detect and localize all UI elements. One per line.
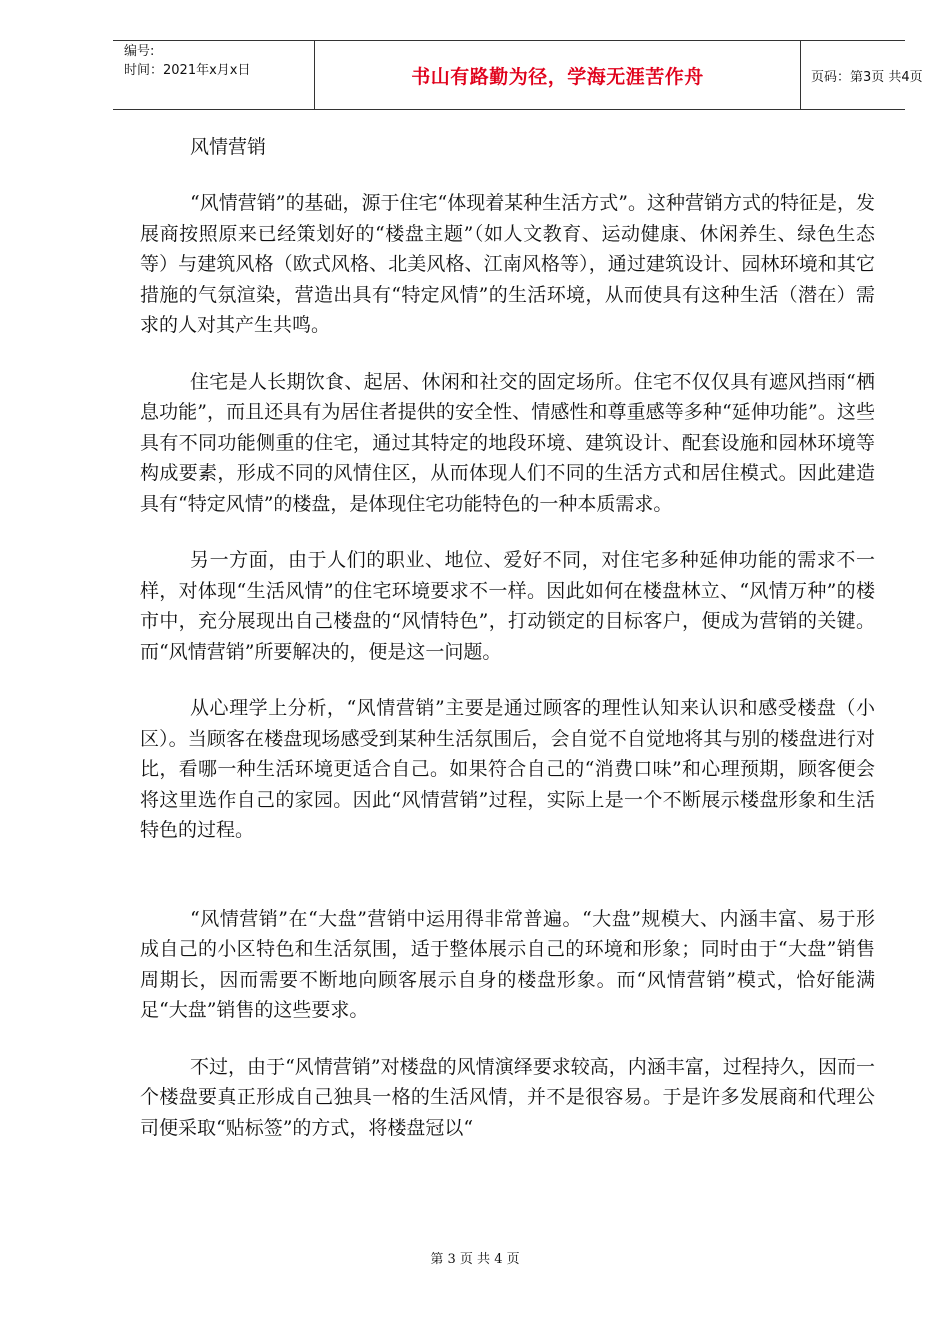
- header-meta-cell: [113, 41, 315, 109]
- page-footer: 第 3 页 共 4 页: [430, 1252, 520, 1267]
- header-page-cell: [801, 41, 923, 109]
- body-paragraph: 从心理学上分析，“风情营销”主要是通过顾客的理性认知来认识和感受楼盘（小区）。当顾客在楼盘现场感受到某种生活氛围后，会自觉不自觉地将其与别的楼盘进行对比，看哪一种生活环境更适合自己。如果符合自己的“消费口味”和心理预期，顾客便会将这里选作自己的家园。因此“风情营销”过程，实际上是一个不断展示楼盘形象和生活特色的过程。: [140, 697, 875, 841]
- section-title: 风情营销: [190, 136, 267, 158]
- header-page-info: 页码：第3页 共4页: [811, 69, 923, 85]
- document-number-label: 编号:: [124, 44, 155, 59]
- body-paragraph: “风情营销”的基础，源于住宅“体现着某种生活方式”。这种营销方式的特征是，发展商按照原来已经策划好的“楼盘主题”（如人文教育、运动健康、休闲养生、绿色生态等）与建筑风格（欧式风格、北美风格、江南风格等），通过建筑设计、园林环境和其它措施的气氛渲染，营造出具有“特定风情”的生活环境，从而使具有这种生活（潜在）需求的人对其产生共鸣。: [140, 192, 875, 336]
- document-header: [113, 40, 923, 110]
- body-paragraph: 住宅是人长期饮食、起居、休闲和社交的固定场所。住宅不仅仅具有遮风挡雨“栖息功能”，而且还具有为居住者提供的安全性、情感性和尊重感等多种“延伸功能”。这些具有不同功能侧重的住宅，通过其特定的地段环境、建筑设计、配套设施和园林环境等构成要素，形成不同的风情住区，从而体现人们不同的生活方式和居住模式。因此建造具有“特定风情”的楼盘，是体现住宅功能特色的一种本质需求。: [140, 370, 875, 515]
- body-paragraph: 另一方面，由于人们的职业、地位、爱好不同，对住宅多种延伸功能的需求不一样，对体现“生活风情”的住宅环境要求不一样。因此如何在楼盘林立、“风情万种”的楼市中，充分展现出自己楼盘的“风情特色”，打动锁定的目标客户，便成为营销的关键。而“风情营销”所要解决的，便是这一问题。: [140, 549, 875, 663]
- header-motto: 书山有路勤为径，学海无涯苦作舟: [411, 65, 704, 88]
- body-paragraph: “风情营销”在“大盘”营销中运用得非常普遍。“大盘”规模大、内涵丰富、易于形成自己的小区特色和生活氛围，适于整体展示自己的环境和形象；同时由于“大盘”销售周期长，因而需要不断地向顾客展示自身的楼盘形象。而“风情营销”模式，恰好能满足“大盘”销售的这些要求。: [140, 907, 875, 1021]
- document-time-label: 时间：2021年x月x日: [124, 63, 251, 78]
- header-motto-cell: [315, 41, 801, 109]
- body-paragraph: 不过，由于“风情营销”对楼盘的风情演绎要求较高，内涵丰富，过程持久，因而一个楼盘要真正形成自己独具一格的生活风情，并不是很容易。于是许多发展商和代理公司便采取“贴标签”的方式，将楼盘冠以“: [140, 1055, 875, 1139]
- document-body: [140, 132, 875, 1169]
